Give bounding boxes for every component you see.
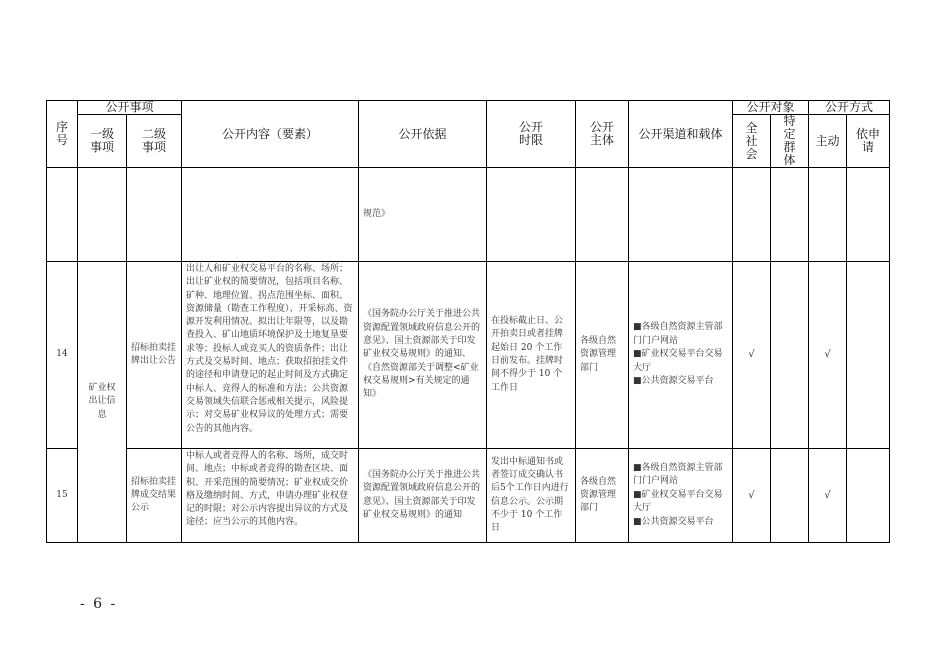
row-method-active-check: √ (809, 449, 847, 543)
header-method: 公开方式 (809, 101, 890, 115)
channel-item: ■各级自然资源主管部门门户网站 (633, 322, 723, 346)
channel-item: ■矿业权交易平台交易大厅 (633, 489, 723, 514)
row-level2: 招标拍卖挂牌出让公告 (127, 262, 182, 449)
header-subject: 公开主体 (576, 101, 629, 168)
channel-item: ■公共资源交易平台 (633, 516, 714, 527)
header-time-limit: 公开时限 (487, 101, 576, 168)
channel-item: ■公共资源交易平台 (633, 376, 714, 387)
header-channels: 公开渠道和载体 (629, 101, 733, 168)
row-content: 出让人和矿业权交易平台的名称、场所；出让矿业权的简要情况，包括项目名称、矿种、地理位置、拐点范围坐标、面积、资源储量（勘查工作程度）、开采标高、资源开发利用情况、拟出让年限等，以及勘查投入、矿山地质环境保护及土地复垦要求等；投标人或竞买人的资质条件；出让方式及交易时间、地点；获取招拍挂文件的途径和申请登记的起止时间及方式确定中标人、竞得人的标准和方法；公共资源交易领域失信联合惩戒相关提示，风险提示；对交易矿业权异议的处理方式；需要公告的其他内容。 (182, 262, 359, 449)
level1-item (78, 262, 127, 543)
row-audience-specific-check (771, 262, 809, 449)
row-level2: 招标拍卖挂牌成交结果公示 (127, 449, 182, 543)
row-method-request-check (847, 262, 890, 449)
header-audience: 公开对象 (733, 101, 809, 115)
header-audience-all: 全社会 (733, 115, 771, 168)
row-seq: 14 (47, 262, 78, 449)
disclosure-table (46, 100, 890, 543)
row-audience-all-check: √ (733, 449, 771, 543)
continuation-row (47, 168, 890, 262)
row-channels (629, 262, 733, 449)
continuation-basis: 规范》 (359, 168, 487, 262)
table-row (47, 262, 890, 449)
row-method-request-check (847, 449, 890, 543)
table-row (47, 449, 890, 543)
row-channels (629, 449, 733, 543)
row-content: 中标人或者竞得人的名称、场所，成交时间、地点；中标或者竞得的勘查区块、面积、开采范围的简要情况；矿业权成交价格及缴纳时间、方式，申请办理矿业权登记的时限；对公示内容提出异议的方式及途径；应当公示的其他内容。 (182, 449, 359, 543)
page-number: - 6 - (80, 596, 118, 612)
header-level1: 一级事项 (78, 115, 127, 168)
row-seq: 15 (47, 449, 78, 543)
row-time-limit: 在投标截止日、公开拍卖日或者挂牌起始日 20 个工作日前发布。挂牌时间不得少于 10 个工作日 (487, 262, 576, 449)
header-level2: 二级事项 (127, 115, 182, 168)
row-audience-all-check: √ (733, 262, 771, 449)
level1-label: 矿业权出让信息 (88, 383, 116, 420)
row-time-limit: 发出中标通知书或者签订成交确认书后5个工作日内进行信息公示。公示期不少于 10 个工作日 (487, 449, 576, 543)
header-basis: 公开依据 (359, 101, 487, 168)
header-audience-specific: 特定群体 (771, 115, 809, 168)
row-subject: 各级自然资源管理部门 (576, 449, 629, 543)
row-audience-specific-check (771, 449, 809, 543)
channel-item: ■各级自然资源主管部门门户网站 (633, 462, 723, 487)
row-basis: 《国务院办公厅关于推进公共资源配置领域政府信息公开的意见》、国土资源部关于印发矿业权交易规则》的通知 (359, 449, 487, 543)
header-content: 公开内容（要素） (182, 101, 359, 168)
channel-item: ■矿业权交易平台交易大厅 (633, 349, 723, 373)
header-seq: 序号 (47, 101, 78, 168)
row-method-active-check: √ (809, 262, 847, 449)
row-subject: 各级自然资源管理部门 (576, 262, 629, 449)
header-public-matters: 公开事项 (78, 101, 182, 115)
header-method-active: 主动 (809, 115, 847, 168)
row-basis: 《国务院办公厅关于推进公共资源配置领域政府信息公开的意见》、国土资源部关于印发矿业权交易规则》的通知、《自然资源部关于调整<矿业权交易规则>有关规定的通知》 (359, 262, 487, 449)
header-method-request: 依申请 (847, 115, 890, 168)
